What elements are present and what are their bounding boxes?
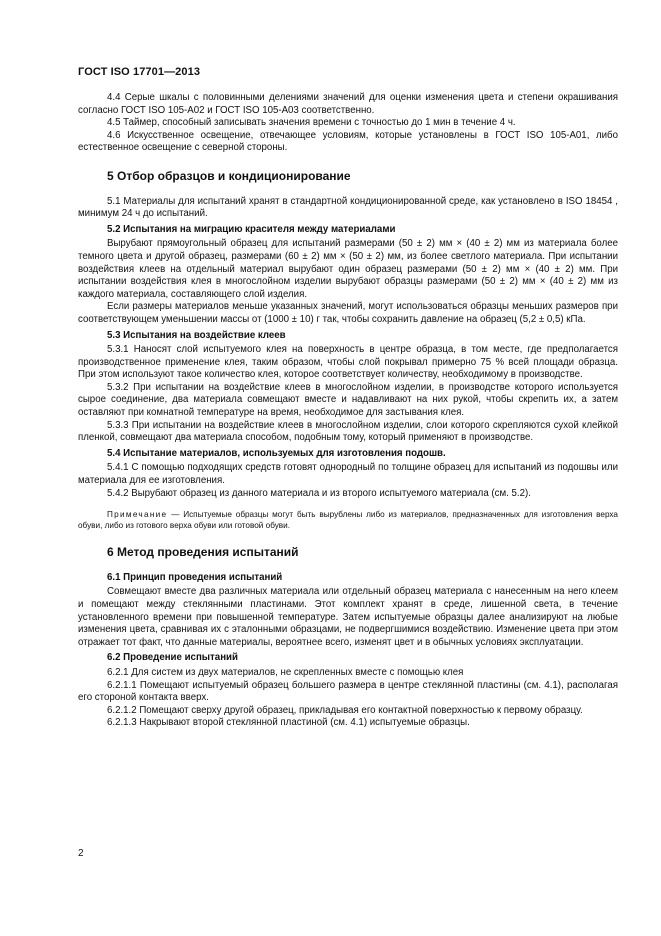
page-content bbox=[78, 92, 618, 730]
paragraph-6-1: Совмещают вместе два различных материала или отдельный образец материала с нанесенным на него клеем и помещают между стеклянными пластинами. Этот комплект хранят в среде, лишенной света, в течение установленного времени при повышенной температуре. Затем испытуемые образцы далее анализируют на любые изменения цвета, сравнивая их с эталонными образцами, не подвергшимися воздействию. Изменение цвета при этом отражает тот факт, что данные материалы, вероятнее всего, изменят цвет и в обычных условиях эксплуатации. bbox=[78, 586, 618, 648]
note-text: — Испытуемые образцы могут быть вырублены либо из материалов, предназначенных для изготовления верха обуви, либо из готового верха обуви или готовой обуви. bbox=[78, 510, 618, 531]
paragraph-6-2-1-2: 6.2.1.2 Помещают сверху другой образец, прикладывая его контактной поверхностью к первому образцу. bbox=[107, 704, 583, 716]
subsection-6-2-heading: 6.2 Проведение испытаний bbox=[107, 652, 238, 664]
paragraph-4-5: 4.5 Таймер, способный записывать значения времени с точностью до 1 мин в течение 4 ч. bbox=[107, 117, 516, 129]
note bbox=[78, 509, 618, 531]
paragraph-4-4: 4.4 Серые шкалы с половинными делениями значений для оценки изменения цвета и степени окрашивания согласно ГОСТ ISO 105-A02 и ГОСТ ISO 105-A03 соответственно. bbox=[78, 92, 618, 116]
paragraph-5-4-2: 5.4.2 Вырубают образец из данного материала и из второго испытуемого материала (см. 5.2). bbox=[107, 487, 531, 499]
paragraph-6-2-1-1: 6.2.1.1 Помещают испытуемый образец большего размера в центре стеклянной пластины (см. 4.1), располагая его стороной контакта вверх. bbox=[78, 679, 618, 704]
paragraph-5-4-1: 5.4.1 С помощью подходящих средств готовят однородный по толщине образец для испытаний из подошвы или материала для ее изготовления. bbox=[78, 462, 618, 487]
page-number: 2 bbox=[78, 848, 84, 859]
paragraph-6-2-1: 6.2.1 Для систем из двух материалов, не скрепленных вместе с помощью клея bbox=[107, 666, 464, 678]
subsection-6-1-heading: 6.1 Принцип проведения испытаний bbox=[107, 571, 283, 583]
section-5-heading: 5 Отбор образцов и кондиционирование bbox=[107, 168, 351, 183]
subsection-5-2-heading: 5.2 Испытания на миграцию красителя между материалами bbox=[107, 223, 396, 235]
subsection-5-3-heading: 5.3 Испытания на воздействие клеев bbox=[107, 329, 286, 341]
page-header: ГОСТ ISO 17701—2013 bbox=[78, 66, 201, 78]
section-6-heading: 6 Метод проведения испытаний bbox=[107, 545, 299, 560]
paragraph-5-1: 5.1 Материалы для испытаний хранят в стандартной кондиционированной среде, как установлено в ISO 18454 , минимум 24 ч до испытаний. bbox=[78, 195, 618, 220]
note-label: Примечание bbox=[107, 510, 168, 520]
paragraph-5-3-1: 5.3.1 Наносят слой испытуемого клея на поверхность в центре образца, в том месте, где предполагается производственное применение клея, таким образом, чтобы слой покрывал примерно 75 % всей площади образца. При этом используют такое количество клея, которое соответствует количеству, необходимому в производстве. bbox=[78, 344, 618, 381]
subsection-5-4-heading: 5.4 Испытание материалов, используемых для изготовления подошв. bbox=[107, 447, 446, 459]
paragraph-5-3-2: 5.3.2 При испытании на воздействие клеев в многослойном изделии, в производстве которого используется сырое соединение, два материала совмещают вместе и надавливают на них рукой, чтобы скрепить их, а затем оставляют при комнатной температуре на время, необходимое для застывания клея. bbox=[78, 381, 618, 419]
paragraph-5-2b: Если размеры материалов меньше указанных значений, могут использоваться образцы меньших размеров при соответствующем уменьшении массы от (1000 ± 10) г так, чтобы сохранить давление на образец (5,2 ± 0,5) кПа. bbox=[78, 301, 618, 325]
paragraph-5-2a: Вырубают прямоугольный образец для испытаний размерами (50 ± 2) мм × (40 ± 2) мм из материала более темного цвета и другой образец, размерами (60 ± 2) мм × (50 ± 2) мм, из более светлого материала. При испытании воздействия клеев на отдельный материал вырубают один образец размерами (50 ± 2) мм × (40 ± 2) мм. При испытании воздействия клея в многослойном изделии вырубают образцы размерами (50 ± 2) мм × (40 ± 2) мм из каждого материала, составляющего слой изделия. bbox=[78, 238, 618, 300]
paragraph-6-2-1-3: 6.2.1.3 Накрывают второй стеклянной пластиной (см. 4.1) испытуемые образцы. bbox=[107, 717, 470, 729]
paragraph-5-3-3: 5.3.3 При испытании на воздействие клеев в многослойном изделии, слои которого скрепляются сухой клейкой пленкой, совмещают два материала способом, подобным тому, который применяют в производстве. bbox=[78, 419, 618, 444]
paragraph-4-6: 4.6 Искусственное освещение, отвечающее условиям, которые установлены в ГОСТ ISO 105-A01, либо естественное освещение с северной стороны. bbox=[78, 129, 618, 154]
